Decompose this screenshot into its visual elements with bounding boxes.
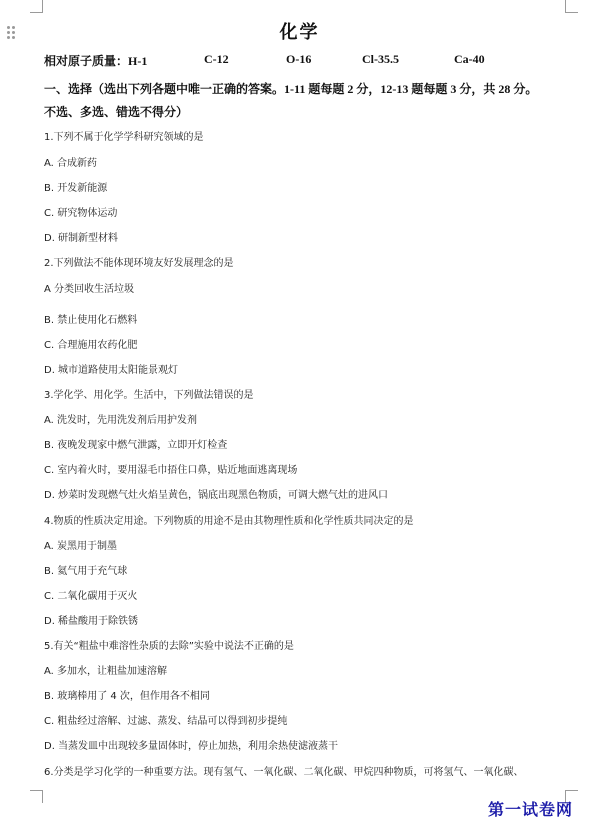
atomic-mass-c: C-12 <box>204 52 229 66</box>
question-line: 1.下列不属于化学学科研究领域的是 <box>44 132 204 143</box>
option-line: D. 当蒸发皿中出现较多量固体时，停止加热，利用余热使滤液蒸干 <box>44 741 339 752</box>
option-line: D. 炒菜时发现燃气灶火焰呈黄色，锅底出现黑色物质，可调大燃气灶的进风口 <box>44 490 389 501</box>
document-title: 化学 <box>279 22 320 43</box>
watermark-logo: 第一试卷网 <box>488 800 574 819</box>
margin-corner-bottom-left <box>30 790 43 803</box>
option-line: D. 研制新型材料 <box>44 233 119 244</box>
option-line: B. 开发新能源 <box>44 183 108 194</box>
option-line: C. 粗盐经过溶解、过滤、蒸发、结晶可以得到初步提纯 <box>44 716 288 727</box>
margin-corner-top-right <box>565 0 578 13</box>
atomic-mass-ca: Ca-40 <box>454 52 485 66</box>
option-line: B. 玻璃棒用了 4 次，但作用各不相同 <box>44 691 210 702</box>
option-line: A. 洗发时，先用洗发剂后用护发剂 <box>44 415 198 426</box>
option-line: B. 夜晚发现家中燃气泄露，立即开灯检查 <box>44 440 228 451</box>
question-line: 4.物质的性质决定用途。下列物质的用途不是由其物理性质和化学性质共同决定的是 <box>44 516 414 527</box>
margin-corner-top-left <box>30 0 43 13</box>
option-line: B. 禁止使用化石燃料 <box>44 315 138 326</box>
option-line: A. 合成新药 <box>44 158 98 169</box>
question-line: 3.学化学、用化学。生活中，下列做法错误的是 <box>44 390 254 401</box>
section-heading-cont: 不选、多选、错选不得分） <box>44 105 189 119</box>
option-line: C. 合理施用农药化肥 <box>44 340 138 351</box>
option-line: B. 氦气用于充气球 <box>44 566 128 577</box>
question-line: 6.分类是学习化学的一种重要方法。现有氢气、一氧化碳、二氧化碳、甲烷四种物质，可将氢气、一氧化碳、 <box>44 767 524 778</box>
option-line: C. 室内着火时，要用湿毛巾捂住口鼻，贴近地面逃离现场 <box>44 465 298 476</box>
option-line: C. 二氧化碳用于灭火 <box>44 591 138 602</box>
atomic-mass-label: 相对原子质量：H-1 <box>44 54 148 68</box>
option-line: A 分类回收生活垃圾 <box>44 284 135 295</box>
option-line: D. 城市道路使用太阳能景观灯 <box>44 365 179 376</box>
option-line: A. 多加水，让粗盐加速溶解 <box>44 666 168 677</box>
atomic-mass-o: O-16 <box>286 52 312 66</box>
atomic-mass-cl: Cl-35.5 <box>362 52 399 66</box>
option-line: A. 炭黑用于制墨 <box>44 541 118 552</box>
question-line: 5.有关“粗盐中难溶性杂质的去除”实验中说法不正确的是 <box>44 641 294 652</box>
option-line: D. 稀盐酸用于除铁锈 <box>44 616 139 627</box>
option-line: C. 研究物体运动 <box>44 208 118 219</box>
section-heading: 一、选择（选出下列各题中唯一正确的答案。1-11 题每题 2 分，12-13 题每题 3 分，共 28 分。 <box>44 82 538 96</box>
question-line: 2.下列做法不能体现环境友好发展理念的是 <box>44 258 234 269</box>
